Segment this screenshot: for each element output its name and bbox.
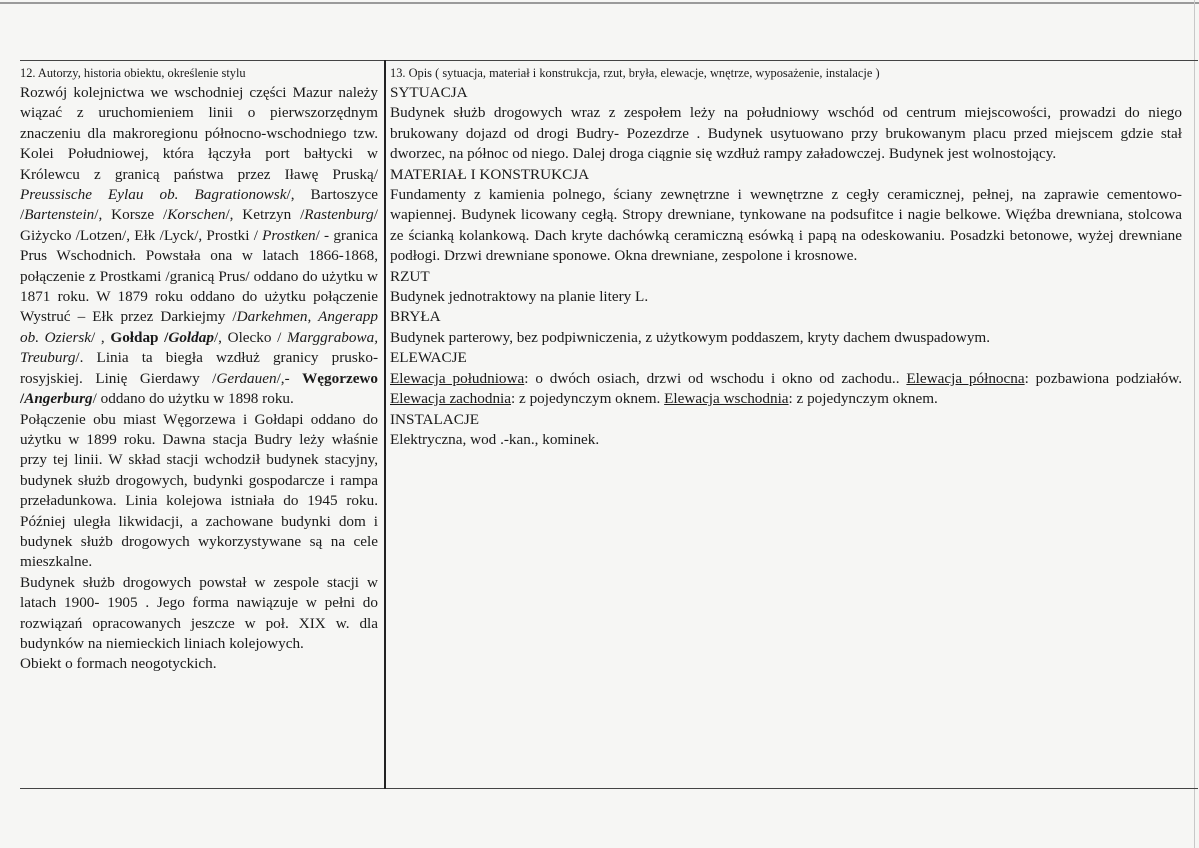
history-text-run: / oddano do użytku w 1898 roku. xyxy=(92,390,294,408)
history-text-run: Gerdauen xyxy=(216,369,277,387)
history-text-run: Rozwój kolejnictwa we wschodniej części Mazur należy wiązać z uruchomieniem linii o pierwszorzędnym znaczeniu dla makroregionu północno-wschodniego tzw. Kolei Południowej, która łączyła port bałtycki w Królewcu z granicą państwa przez Iławę Pruską/ xyxy=(20,84,378,183)
scan-edge-top xyxy=(0,2,1199,4)
history-text-run: / , xyxy=(91,328,111,346)
elevation-text-south: : o dwóch osiach, drzwi od wschodu i okno od zachodu.. xyxy=(524,369,907,387)
history-text-run: /, Olecko / xyxy=(213,328,287,346)
history-column xyxy=(20,63,378,675)
history-text-run: Bartenstein xyxy=(24,206,95,224)
elevation-label-north: Elewacja północna xyxy=(906,369,1025,387)
section-text-instalacje: Elektryczna, wod .-kan., kominek. xyxy=(390,430,600,448)
column-divider xyxy=(384,60,386,789)
history-text-run: / Giżycko /Lotzen/, Ełk /Lyck/, Prostki / xyxy=(20,206,378,244)
history-text-run: /, Korsze / xyxy=(94,206,168,224)
table-top-border xyxy=(20,60,1198,61)
section-text-material: Fundamenty z kamienia polnego, ściany zewnętrzne i wewnętrzne z cegły ceramicznej, pełnej, na zaprawie cementowo-wapiennej. Budynek licowany cegłą. Stropy drewniane, tynkowane na podsufitce i nagie belkowe. Więźba drewniana, stolcowa ze ścianką kolankową. Dach kryte dachówką ceramiczną esówką i papą na odeskowaniu. Posadzki betonowe, wyżej drewniane podłogi. Drzwi drewniane sponowe. Okna drewniane, zespolone i krosnowe. xyxy=(390,186,1182,265)
history-text-run: / - granica Prus Wschodnich. Powstała ona w latach 1866-1868, połączenie z Prostkami /granicą Prus/ oddano do użytku w 1871 roku. W 1879 roku oddano do użytku połączenie Wystruć – Ełk przez Darkiejmy / xyxy=(20,226,379,326)
history-text-run: Gołdap / xyxy=(110,328,169,346)
elevation-label-east: Elewacja wschodnia xyxy=(664,390,789,408)
elevation-label-south: Elewacja południowa xyxy=(390,369,525,387)
history-paragraph-3: Budynek służb drogowych powstał w zespole stacji w latach 1900- 1905 . Jego forma nawiązuje w pełni do rozwiązań opracowanych jeszcze w poł. XIX w. dla budynków na niemieckich liniach kolejowych. xyxy=(20,573,378,652)
history-text-run: /, Bartoszyce / xyxy=(20,186,378,224)
elevation-text-east: : z pojedynczym oknem. xyxy=(788,390,938,408)
history-paragraph-2: Połączenie obu miast Węgorzewa i Gołdapi oddano do użytku w 1899 roku. Dawna stacja Budry leży właśnie przy tej linii. W skład stacji wchodził budynek stacyjny, budynek służb drogowych, budynki gospodarcze i rampa przeładunkowa. Linia kolejowa istniała do 1945 roku. Później uległa likwidacji, a zachowane budynki dom i budynek służb drogowych wykorzystywane są na cele mieszkalne. xyxy=(20,410,378,571)
history-text-run: Preussische Eylau ob. Bagrationowsk xyxy=(20,186,287,204)
elevation-text-west: : z pojedynczym oknem. xyxy=(511,390,665,408)
history-text-run: Węgorzewo / xyxy=(20,369,378,408)
scan-edge-right xyxy=(1194,0,1195,848)
history-text-run: Korschen xyxy=(167,206,226,224)
section-title-material: MATERIAŁ I KONSTRUKCJA xyxy=(390,165,590,183)
history-paragraph-1 xyxy=(20,83,378,410)
history-text-run: Goldap xyxy=(168,328,214,346)
history-text-run: /,- xyxy=(276,369,303,387)
section-title-bryla: BRYŁA xyxy=(390,308,441,326)
section-title-sytuacja: SYTUACJA xyxy=(390,84,468,101)
description-column xyxy=(390,63,1182,450)
table-bottom-border xyxy=(20,788,1198,789)
history-text-run: Marggrabowa, Treuburg xyxy=(20,328,378,367)
history-text-run: /, Ketrzyn / xyxy=(225,206,305,224)
history-text-run: Prostken xyxy=(262,226,316,244)
section-text-bryla: Budynek parterowy, bez podpiwniczenia, z użytkowym poddaszem, kryty dachem dwuspadowym. xyxy=(390,328,991,346)
description-heading: 13. Opis ( sytuacja, materiał i konstrukcja, rzut, bryła, elewacje, wnętrze, wyposażenie, instalacje ) xyxy=(390,66,880,80)
elevation-label-west: Elewacja zachodnia xyxy=(390,390,512,408)
history-text-run: /. Linia ta biegła wzdłuż granicy prusko-rosyjskiej. Linię Gierdawy / xyxy=(20,349,378,387)
history-text-run: Angerburg xyxy=(24,390,93,408)
section-title-rzut: RZUT xyxy=(390,267,430,285)
section-text-rzut: Budynek jednotraktowy na planie litery L. xyxy=(390,288,649,306)
section-text-elewacje xyxy=(390,369,1182,410)
history-text-run: Rastenburg xyxy=(304,206,374,224)
section-title-elewacje: ELEWACJE xyxy=(390,349,467,367)
section-text-sytuacja: Budynek służb drogowych wraz z zespołem leży na południowy wschód od centrum miejscowości, prowadzi do niego brukowany dojazd od drogi Budry- Pozezdrze . Budynek usytuowano przy brukowanym placu przed miejscem gdzie stał dworzec, na północ od niego. Dalej droga ciągnie się wzdłuż rampy załadowczej. Budynek jest wolnostojący. xyxy=(390,104,1182,163)
section-title-instalacje: INSTALACJE xyxy=(390,410,480,428)
history-paragraph-4: Obiekt o formach neogotyckich. xyxy=(20,655,217,673)
history-heading: 12. Autorzy, historia obiektu, określenie stylu xyxy=(20,66,246,80)
history-text-run: Darkehmen, Angerapp ob. Oziersk xyxy=(20,308,378,346)
elevation-text-north: : pozbawiona podziałów. xyxy=(1024,369,1182,387)
